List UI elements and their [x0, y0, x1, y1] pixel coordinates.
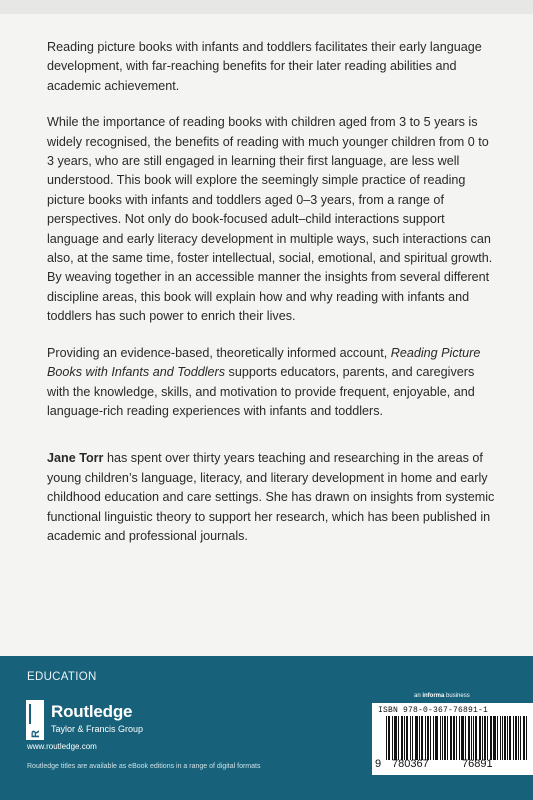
summary-text-end: supports educators, parents, and caregivers with the knowledge, skills, and motivation to provide frequent, enjoyable, and language-rich reading experiences with infants and toddlers. [47, 365, 475, 418]
barcode-bar [392, 716, 393, 760]
barcode-bar [433, 716, 434, 760]
informa-suffix: business [444, 693, 470, 699]
barcode-bar [437, 716, 438, 760]
barcode-bar [444, 716, 445, 760]
barcode-bar [404, 716, 405, 760]
barcode-bar [493, 716, 494, 760]
barcode-bar [454, 716, 455, 760]
barcode-bar [453, 716, 454, 760]
barcode-digit-lead: 9 [375, 758, 382, 770]
barcode-bar [473, 716, 474, 760]
barcode-bar [421, 716, 422, 760]
barcode-bar [459, 716, 460, 760]
barcode-bar [416, 716, 417, 760]
barcode-bar [509, 716, 510, 760]
barcode-digit-group-1: 780367 [392, 758, 429, 770]
barcode-bar [389, 716, 390, 760]
barcode-bar [505, 716, 506, 760]
barcode-bar [388, 716, 389, 760]
barcode-bar [491, 716, 492, 760]
barcode-bar [485, 716, 486, 760]
svg-text:R: R [30, 730, 42, 738]
book-title-italic: Reading Picture Books with Infants and Toddlers [47, 345, 481, 380]
barcode-bar [396, 716, 397, 760]
barcode-bar [476, 716, 477, 760]
intro-paragraph: Reading picture books with infants and toddlers facilitates their early language development, with far-reaching benefits for their later reading abilities and academic achievement. [47, 40, 482, 93]
author-bio [47, 449, 495, 546]
barcode-bar [484, 716, 485, 760]
barcode-bar [515, 716, 516, 760]
barcode-bar [410, 716, 411, 760]
barcode-bar [394, 716, 395, 760]
barcode-bar [463, 716, 464, 760]
publisher-name: Routledge [51, 702, 133, 721]
barcode-bar [490, 716, 491, 760]
barcode-bar [469, 716, 470, 760]
barcode-bar [401, 716, 402, 760]
publisher-url[interactable]: www.routledge.com [27, 742, 97, 751]
main-paragraph: While the importance of reading books with children aged from 3 to 5 years is widely recognised, the benefits of reading with much younger children from 0 to 3 years, who are still engaged in learning their first language, are less well understood. This book will explore the seemingly simple practice of reading picture books with infants and toddlers aged 0–3 years, from a range of perspectives. Not only do book-focused adult–child interactions support language and early literacy development in multiple ways, such interactions can also, at the same time, foster intellectual, social, emotional, and spiritual growth. By weaving together in an accessible manner the insights from several different discipline areas, this book will explain how and why reading with infants and toddlers has such power to enrich their lives. [47, 115, 493, 324]
barcode-bar [471, 716, 472, 760]
barcode-bar [510, 716, 511, 760]
barcode-bar [518, 716, 519, 760]
barcode-bar [497, 716, 498, 760]
barcode-bar [516, 716, 517, 760]
barcode-bar [406, 716, 407, 760]
ebook-note: Routledge titles are available as eBook editions in a range of digital formats [27, 763, 261, 770]
isbn-number: ISBN 978-0-367-76891-1 [378, 706, 489, 715]
author-name: Jane Torr [47, 451, 104, 466]
barcode-bar [415, 716, 416, 760]
author-bio-text: has spent over thirty years teaching and researching in the areas of young children’s language, literacy, and literary development in home and early childhood education and care settings. She has drawn on insights from systemic functional linguistic theory to support her research, which has been published in academic and professional journals. [47, 451, 495, 543]
barcode-bar [502, 716, 503, 760]
barcode-bar [398, 716, 399, 760]
barcode-bar [386, 716, 387, 760]
barcode-bar [417, 716, 418, 760]
barcode-bar [487, 716, 488, 760]
barcode-digit-group-2: 76891 [462, 758, 493, 770]
barcode-bar [495, 716, 496, 760]
barcode-bar [435, 716, 436, 760]
barcode-bar [451, 716, 452, 760]
barcode-bar [504, 716, 505, 760]
barcode-bar [523, 716, 524, 760]
barcode-bar [407, 716, 408, 760]
back-cover-blurb [47, 38, 495, 563]
barcode-bar [445, 716, 446, 760]
isbn-barcode [372, 703, 533, 775]
barcode-bar [479, 716, 480, 760]
barcode-bar [494, 716, 495, 760]
subject-category: EDUCATION [27, 671, 97, 683]
publisher-footer [0, 656, 533, 800]
barcode-bar [507, 716, 508, 760]
publisher-group: Taylor & Francis Group [51, 724, 144, 734]
summary-paragraph [47, 344, 495, 422]
routledge-logo-icon [25, 700, 45, 740]
barcode-bar [482, 716, 483, 760]
top-band [0, 0, 533, 14]
barcode-bar [526, 716, 527, 760]
barcode-bar [465, 716, 466, 760]
informa-business-label [414, 693, 470, 699]
informa-brand: informa [422, 693, 445, 699]
barcode-bar [427, 716, 428, 760]
barcode-bar [430, 716, 431, 760]
barcode-bar [425, 716, 426, 760]
barcode-bar [436, 716, 437, 760]
barcode-bar [428, 716, 429, 760]
barcode-bar [440, 716, 441, 760]
barcode-bar [524, 716, 525, 760]
barcode-bar [520, 716, 521, 760]
barcode-bar [462, 716, 463, 760]
barcode-bar [456, 716, 457, 760]
barcode-bar [412, 716, 413, 760]
barcode-bar [475, 716, 476, 760]
barcode-bar [480, 716, 481, 760]
barcode-bar [461, 716, 462, 760]
summary-text-start: Providing an evidence-based, theoretically informed account, [47, 345, 391, 360]
barcode-bars [386, 716, 531, 760]
informa-prefix: an [414, 693, 423, 699]
barcode-bar [402, 716, 403, 760]
barcode-bar [450, 716, 451, 760]
barcode-bar [447, 716, 448, 760]
barcode-bar [422, 716, 423, 760]
barcode-bar [419, 716, 420, 760]
barcode-bar [513, 716, 514, 760]
barcode-bar [395, 716, 396, 760]
barcode-bar [442, 716, 443, 760]
barcode-bar [500, 716, 501, 760]
barcode-bar [468, 716, 469, 760]
